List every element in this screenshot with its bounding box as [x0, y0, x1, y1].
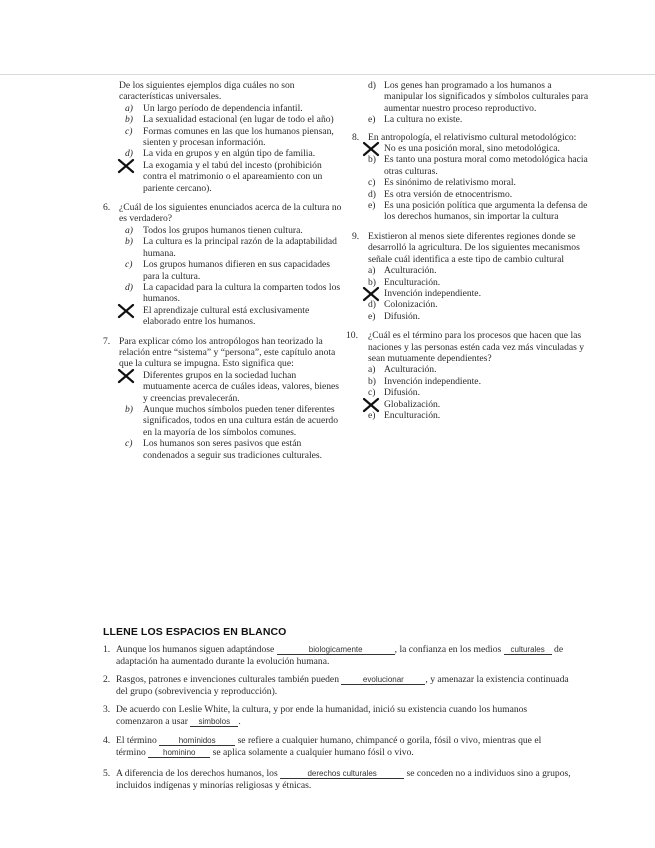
text-segment: se aplica solamente a cualquier humano fósil o vivo. — [210, 746, 414, 758]
option-text: Invención independiente. — [384, 287, 481, 299]
option-a[interactable] — [103, 103, 343, 114]
question-7 — [103, 336, 343, 461]
option-letter: d) — [368, 80, 376, 91]
item-number: 3. — [103, 704, 111, 715]
answer-x-mark-icon — [117, 158, 135, 174]
option-text: Los genes han programado a los humanos a manipular los significados y símbolos culturales para aumentar nuestro proceso reproductivo. — [384, 80, 589, 114]
option-text: Un largo período de dependencia infantil. — [143, 102, 303, 114]
option-text: La vida en grupos y en algún tipo de familia. — [143, 148, 316, 160]
text-segment: , la confianza en los medios — [394, 644, 504, 655]
option-text: Difusión. — [384, 387, 420, 399]
option-text: Globalización. — [384, 398, 441, 410]
option-a[interactable] — [352, 265, 592, 276]
option-letter: d) — [125, 281, 133, 293]
text-segment: De acuerdo con Leslie White, la cultura, y por ende la humanidad, inició su existencia cuando los humanos comenzaron a usar — [116, 704, 528, 727]
item-number: 4. — [103, 735, 111, 746]
text-segment: se conceden no a individuos sino a grupos, incluidos indígenas y minorías religiosas y étnicas. — [116, 768, 571, 791]
item-text — [103, 735, 573, 758]
option-text: Diferentes grupos en la sociedad luchan mutuamente acerca de cuáles ideas, valores, bienes y creencias prevalecerán. — [143, 369, 340, 404]
question-number: 9. — [352, 230, 360, 242]
option-text: La sexualidad estacional (en lugar de todo el año) — [143, 114, 334, 126]
text-segment: Rasgos, patrones e invenciones culturales también pueden — [116, 674, 342, 685]
text-segment: de adaptación ha aumentado durante la evolución humana. — [116, 644, 564, 667]
option-letter: b) — [368, 154, 376, 166]
question-intro: ¿Cuál de los siguientes enunciados acerca de la cultura no es verdadero? — [119, 202, 342, 225]
item-text — [103, 704, 573, 727]
option-d[interactable] — [103, 148, 343, 159]
option-text: Invención independiente. — [384, 375, 481, 387]
option-c[interactable] — [352, 387, 592, 398]
question-intro: De los siguientes ejemplos diga cuáles no son características universales. — [119, 80, 295, 103]
option-letter: e) — [368, 409, 376, 421]
option-text: Es otra versión de etnocentrismo. — [384, 188, 513, 200]
option-b[interactable] — [352, 376, 592, 387]
option-text: La capacidad para la cultura la comparten todos los humanos. — [143, 281, 341, 305]
option-letter: a) — [125, 224, 133, 236]
question-9 — [352, 231, 592, 322]
fill-item-5 — [103, 768, 573, 791]
fill-item-1 — [103, 644, 573, 667]
option-d[interactable] — [103, 282, 343, 305]
option-e[interactable] — [352, 311, 592, 322]
text-segment: A diferencia de los derechos humanos, los — [116, 768, 281, 779]
question-intro: Para explicar cómo los antropólogos han teorizado la relación entre “sistema” y “persona”, este capítulo anota que la cultura se impugna. Esto significa que: — [119, 335, 336, 370]
text-segment: Aunque los humanos siguen adaptándose — [116, 644, 277, 655]
text-segment: . — [238, 715, 241, 727]
option-e[interactable] — [352, 410, 592, 421]
option-a[interactable] — [103, 225, 343, 236]
option-text: Difusión. — [384, 310, 420, 322]
option-letter: b) — [125, 236, 133, 248]
option-text: Formas comunes en las que los humanos piensan, sienten y procesan información. — [143, 125, 334, 149]
option-c[interactable] — [103, 126, 343, 149]
left-column — [103, 80, 343, 467]
text-segment: se refiere a cualquier humano, chimpancé o gorila, fósil o vivo, mientras que el término — [116, 735, 542, 758]
option-text: No es una posición moral, sino metodológica. — [384, 143, 560, 155]
question-number: 6. — [103, 202, 111, 214]
answer-blank[interactable]: biologicamente — [277, 645, 395, 655]
option-letter: d) — [368, 188, 376, 200]
option-letter: c) — [125, 125, 133, 137]
option-letter: c) — [368, 387, 376, 399]
option-text: Es tanto una postura moral como metodológica hacia otras culturas. — [384, 154, 588, 177]
option-letter: e) — [368, 114, 376, 126]
option-letter: a) — [125, 102, 133, 114]
item-number: 1. — [103, 644, 111, 655]
option-c[interactable] — [103, 438, 343, 461]
page-top-rule — [0, 74, 655, 75]
item-text — [103, 768, 573, 791]
fill-item-4 — [103, 735, 573, 758]
option-letter: c) — [368, 177, 376, 189]
option-letter: d) — [125, 148, 133, 160]
option-a-selected[interactable] — [103, 370, 343, 404]
option-letter: c) — [125, 259, 133, 271]
option-b[interactable] — [103, 236, 343, 259]
question-number: 7. — [103, 335, 111, 347]
option-a-selected[interactable] — [352, 143, 592, 154]
option-e[interactable] — [352, 200, 592, 223]
item-text — [103, 644, 573, 667]
option-text: La exogamia y el tabú del incesto (prohibición contra el matrimonio o el apareamiento con un pariente cercano). — [143, 159, 323, 194]
answer-x-mark-icon — [117, 303, 135, 319]
question-number: 8. — [352, 131, 360, 143]
answer-blank[interactable]: derechos culturales — [280, 769, 404, 779]
option-text: Enculturación. — [384, 409, 441, 421]
question-number: 10. — [346, 330, 358, 342]
option-text: La cultura no existe. — [384, 114, 463, 126]
question-intro: ¿Cuál es el término para los procesos que hacen que las naciones y las personas estén cada vez más vinculadas y sean mutuamente dependientes? — [368, 330, 585, 364]
option-text: Aunque muchos símbolos pueden tener diferentes significados, todos en una cultura están de acuerdo en la mayoría de los símbolos comunes. — [143, 403, 339, 438]
option-text: Los humanos son seres pasivos que están condenados a seguir sus tradiciones culturales. — [143, 438, 323, 461]
option-letter: d) — [368, 299, 376, 311]
option-c[interactable] — [103, 259, 343, 282]
question-7-continued — [352, 80, 592, 126]
option-a[interactable] — [352, 364, 592, 375]
question-10 — [346, 330, 592, 421]
option-d[interactable] — [352, 299, 592, 310]
option-letter: b) — [125, 114, 133, 126]
fill-item-3 — [103, 704, 573, 727]
option-text: Aculturación. — [384, 364, 437, 376]
answer-blank[interactable]: culturales — [504, 645, 552, 655]
question-intro: En antropología, el relativismo cultural metodológico: — [368, 131, 577, 143]
option-text: El aprendizaje cultural está exclusivamente elaborado entre los humanos. — [143, 304, 310, 328]
option-letter: a) — [368, 364, 376, 376]
section-title: LLENE LOS ESPACIOS EN BLANCO — [103, 626, 287, 638]
option-b[interactable] — [352, 154, 592, 177]
answer-blank[interactable]: simbolos — [190, 717, 238, 727]
option-b[interactable] — [103, 114, 343, 125]
option-letter: c) — [125, 438, 133, 450]
option-text: Todos los grupos humanos tienen cultura. — [143, 224, 303, 236]
option-letter: a) — [368, 265, 376, 277]
option-b[interactable] — [352, 277, 592, 288]
item-text — [103, 674, 573, 697]
text-segment: El término — [116, 735, 160, 746]
option-d[interactable] — [352, 80, 592, 114]
option-text: Enculturación. — [384, 276, 441, 288]
option-text: La cultura es la principal razón de la adaptabilidad humana. — [143, 236, 337, 259]
option-letter: e) — [368, 310, 376, 322]
question-6 — [103, 202, 343, 327]
option-letter: b) — [368, 276, 376, 288]
option-e-selected[interactable] — [103, 160, 343, 194]
answer-blank[interactable]: hominino — [148, 748, 210, 758]
option-letter: b) — [368, 375, 376, 387]
right-column — [346, 80, 592, 427]
option-text: Los grupos humanos difieren en sus capacidades para la cultura. — [143, 259, 331, 282]
option-e-selected[interactable] — [103, 305, 343, 328]
item-number: 5. — [103, 768, 111, 779]
option-text: Es sinónimo de relativismo moral. — [384, 177, 516, 189]
answer-blank[interactable]: homínidos — [159, 736, 235, 746]
option-letter: b) — [125, 403, 133, 415]
option-text: Es una posición política que argumenta la defensa de los derechos humanos, sin importar la cultura — [384, 200, 588, 223]
option-d-selected[interactable] — [352, 399, 592, 410]
question-5 — [103, 80, 343, 194]
option-text: Aculturación. — [384, 265, 437, 277]
item-number: 2. — [103, 674, 111, 685]
option-e[interactable] — [352, 114, 592, 125]
option-text: Colonización. — [384, 299, 438, 311]
option-d[interactable] — [352, 189, 592, 200]
answer-x-mark-icon — [117, 368, 135, 384]
option-c-selected[interactable] — [352, 288, 592, 299]
answer-blank[interactable]: evolucionar — [341, 675, 425, 685]
question-8 — [352, 132, 592, 223]
option-c[interactable] — [352, 177, 592, 188]
option-letter: e) — [368, 200, 376, 212]
option-b[interactable] — [103, 404, 343, 438]
question-intro: Existieron al menos siete diferentes regiones donde se desarrolló la agricultura. De los siguientes mecanismos señale cuál identifica a este tipo de cambio cultural — [368, 230, 580, 265]
fill-item-2 — [103, 674, 573, 697]
text-segment: , y amenazar la existencia continuada del grupo (sobrevivencia y reproducción). — [116, 674, 569, 697]
